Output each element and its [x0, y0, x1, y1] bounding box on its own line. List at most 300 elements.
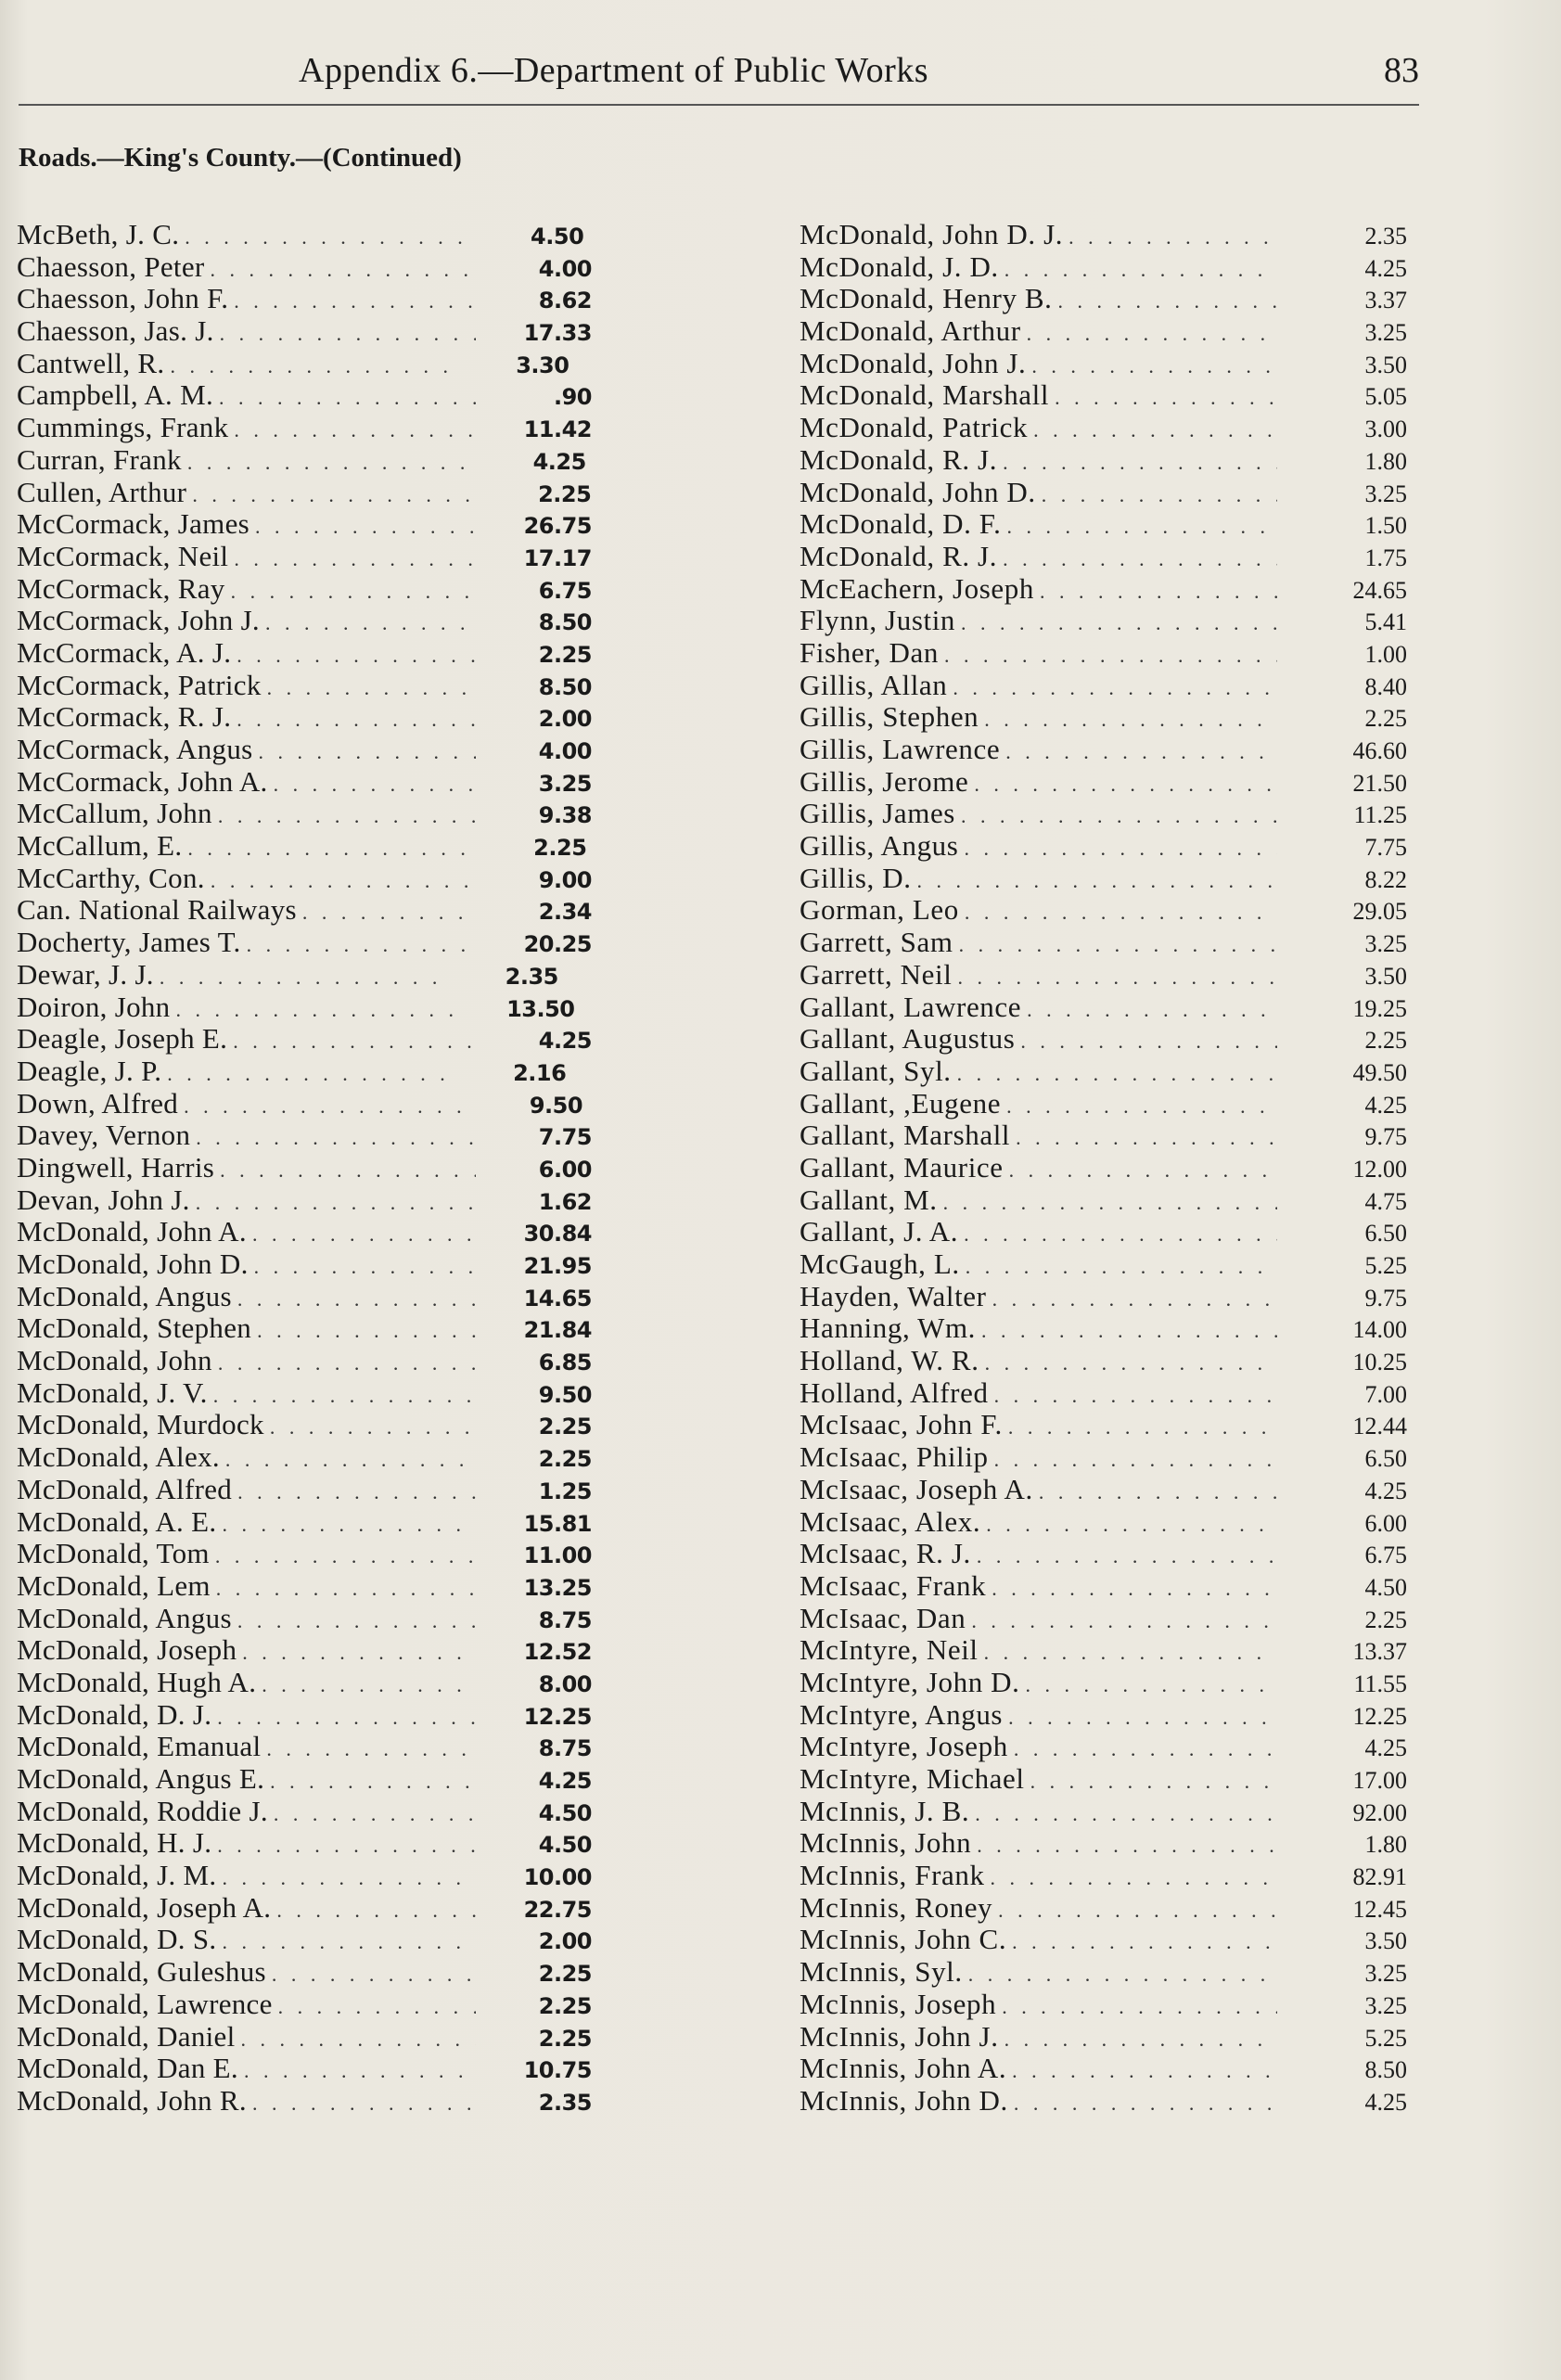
payment-amount: 82.91: [1352, 1863, 1407, 1891]
dot-leader: [231, 576, 476, 608]
ledger-entry: [800, 1860, 1407, 1892]
ledger-entry: [17, 798, 592, 830]
payee-name: McDonald, Daniel: [17, 2019, 236, 2053]
payment-amount: 4.25: [532, 448, 586, 475]
ledger-entry: [17, 1377, 592, 1410]
dot-leader: [1068, 222, 1277, 254]
payee-name: McGaugh, L.: [800, 1248, 960, 1280]
payment-amount: 2.34: [538, 899, 592, 926]
ledger-entry: [17, 992, 592, 1024]
payee-name: McBeth, J. C.: [17, 218, 180, 250]
payment-amount: 14.65: [523, 1285, 592, 1312]
dot-leader: [1004, 254, 1277, 287]
dot-leader: [966, 1251, 1277, 1284]
ledger-entry: [17, 1699, 592, 1732]
ledger-entry: [17, 1634, 592, 1667]
payee-name: Campbell, A. M.: [17, 378, 214, 412]
payment-amount: 1.75: [1364, 544, 1407, 571]
payee-name: McDonald, Joseph: [17, 1633, 237, 1667]
payment-amount: 9.75: [1364, 1284, 1407, 1312]
dot-leader: [959, 929, 1277, 962]
dot-leader: [185, 222, 467, 254]
payee-name: Gallant, Augustus: [800, 1022, 1016, 1056]
dot-leader: [957, 962, 1277, 994]
ledger-entry: [800, 927, 1407, 959]
ledger-entry: [17, 1441, 592, 1474]
payment-amount: 8.62: [538, 288, 592, 314]
dot-leader: [192, 480, 475, 512]
dot-leader: [257, 1315, 476, 1348]
payee-name: Holland, Alfred: [800, 1376, 989, 1409]
dot-leader: [270, 1766, 476, 1798]
dot-leader: [237, 1477, 476, 1509]
dot-leader: [222, 1509, 476, 1542]
payee-name: McInnis, Frank: [800, 1859, 985, 1892]
payee-name: Docherty, James T.: [17, 926, 241, 959]
payee-name: McDonald, Arthur: [800, 314, 1021, 348]
payment-amount: 2.00: [538, 1928, 592, 1955]
dot-leader: [234, 415, 476, 447]
payee-name: Flynn, Justin: [800, 604, 956, 637]
payment-amount: 3.25: [1364, 1960, 1407, 1988]
payment-amount: 14.00: [1352, 1316, 1407, 1344]
payee-name: Gallant, J. A.: [800, 1215, 959, 1248]
payment-amount: 3.25: [1364, 480, 1407, 507]
payee-name: Chaesson, Jas. J.: [17, 314, 214, 348]
ledger-entry: [800, 2085, 1407, 2118]
payment-amount: 9.50: [538, 1381, 592, 1408]
payment-amount: 8.50: [538, 609, 592, 636]
ledger-entry: [800, 315, 1407, 348]
ledger-entry: [800, 573, 1407, 606]
payment-amount: 8.50: [1364, 2056, 1407, 2084]
dot-leader: [1003, 544, 1277, 576]
payment-amount: 13.50: [506, 995, 575, 1022]
payment-amount: 4.25: [1364, 254, 1407, 282]
ledger-entry: [800, 670, 1407, 702]
payment-amount: 8.50: [538, 673, 592, 700]
ledger-entry: [17, 1924, 592, 1956]
ledger-entry: [17, 1796, 592, 1828]
payment-amount: 2.35: [1364, 223, 1407, 250]
dot-leader: [1014, 1734, 1277, 1766]
payee-name: McDonald, R. J.: [800, 539, 998, 572]
ledger-entry: [17, 1570, 592, 1603]
payment-amount: 6.75: [1364, 1542, 1407, 1569]
payee-name: McDonald, D. F.: [800, 507, 1002, 541]
dot-leader: [943, 1187, 1277, 1220]
dot-leader: [1003, 447, 1277, 480]
ledger-entry: [17, 734, 592, 766]
ledger-entry: [800, 1377, 1407, 1410]
payment-amount: 22.75: [523, 1896, 592, 1923]
payment-amount: 4.25: [1364, 1734, 1407, 1762]
ledger-entry: [17, 1023, 592, 1056]
payee-name: McDonald, Hugh A.: [17, 1665, 257, 1698]
ledger-entry: [17, 508, 592, 541]
payee-name: Fisher, Dan: [800, 635, 940, 669]
payment-amount: 2.35: [538, 2089, 592, 2116]
ledger-entry: [17, 1409, 592, 1441]
ledger-entry: [17, 1345, 592, 1377]
payment-amount: 2.35: [505, 963, 558, 990]
dot-leader: [977, 1830, 1277, 1862]
payment-amount: 9.38: [538, 802, 592, 829]
ledger-entry: [800, 1570, 1407, 1603]
dot-leader: [170, 351, 453, 383]
dot-leader: [217, 1830, 476, 1862]
payee-name: Gillis, Allan: [800, 668, 948, 701]
left-column: [17, 219, 592, 2118]
dot-leader: [1004, 2024, 1277, 2056]
payee-name: McInnis, John D.: [800, 2083, 1008, 2117]
dot-leader: [274, 1798, 476, 1831]
payee-name: McDonald, J. V.: [17, 1376, 208, 1409]
payee-name: McDonald, H. J.: [17, 1826, 212, 1860]
payee-name: Curran, Frank: [17, 442, 182, 476]
ledger-entry: [17, 1860, 592, 1892]
payee-name: McDonald, D. S.: [17, 1923, 217, 1956]
payment-amount: 7.00: [1364, 1380, 1407, 1408]
dot-leader: [1016, 1122, 1277, 1155]
payee-name: McDonald, D. J.: [17, 1697, 212, 1731]
payee-name: McIntyre, Michael: [800, 1762, 1025, 1795]
payment-amount: 2.25: [538, 480, 592, 507]
ledger-entry: [800, 637, 1407, 670]
payee-name: McDonald, John J.: [800, 346, 1027, 379]
payee-name: McInnis, John J.: [800, 2019, 999, 2053]
ledger-entry: [800, 1506, 1407, 1539]
payee-name: Gillis, Lawrence: [800, 733, 1001, 765]
dot-leader: [971, 1606, 1277, 1638]
payment-amount: 6.50: [1364, 1445, 1407, 1473]
payment-amount: 10.00: [523, 1864, 592, 1891]
payment-amount: 3.25: [1364, 319, 1407, 347]
payment-amount: 15.81: [523, 1510, 592, 1537]
dot-leader: [1008, 1412, 1277, 1444]
payee-name: McEachern, Joseph: [800, 571, 1034, 605]
ledger-entry: [800, 348, 1407, 380]
payment-amount: 1.00: [1364, 640, 1407, 668]
dot-leader: [196, 1187, 476, 1220]
dot-leader: [270, 1412, 476, 1444]
payee-name: Doiron, John: [17, 990, 171, 1023]
dot-leader: [1027, 318, 1277, 351]
payee-name: McDonald, Lem: [17, 1568, 211, 1602]
payment-amount: 2.25: [538, 1414, 592, 1440]
ledger-entry: [800, 1699, 1407, 1732]
ledger-entry: [800, 1345, 1407, 1377]
ledger-entry: [17, 701, 592, 734]
ledger-entry: [800, 412, 1407, 444]
ledger-entry: [800, 1056, 1407, 1088]
dot-leader: [1058, 286, 1277, 318]
dot-leader: [994, 1444, 1277, 1477]
payment-amount: 3.25: [1364, 1991, 1407, 2019]
dot-leader: [985, 1348, 1277, 1380]
dot-leader: [974, 769, 1277, 801]
payment-amount: 8.40: [1364, 672, 1407, 700]
dot-leader: [242, 1637, 476, 1670]
ledger-entry: [17, 1956, 592, 1989]
payee-name: McIntyre, Neil: [800, 1633, 979, 1667]
payment-amount: 21.95: [523, 1253, 592, 1279]
dot-leader: [944, 640, 1277, 672]
dot-leader: [233, 1026, 476, 1058]
payee-name: Devan, John J.: [17, 1183, 190, 1216]
ledger-entry: [800, 541, 1407, 573]
payee-name: McDonald, Tom: [17, 1537, 210, 1570]
payee-name: Can. National Railways: [17, 893, 297, 927]
dot-leader: [255, 511, 476, 544]
dot-leader: [961, 800, 1277, 833]
payee-name: McIsaac, Frank: [800, 1568, 987, 1602]
payment-amount: 4.25: [538, 1028, 592, 1055]
ledger-entry: [17, 1088, 592, 1120]
ledger-entry: [17, 2053, 592, 2085]
payment-amount: 3.50: [1364, 1927, 1407, 1955]
dot-leader: [262, 1670, 476, 1702]
dot-leader: [176, 994, 459, 1027]
dot-leader: [1012, 2055, 1277, 2088]
payee-name: McCallum, E.: [17, 829, 183, 863]
payee-name: McDonald, Angus: [17, 1601, 232, 1634]
payee-name: McCallum, John: [17, 797, 212, 830]
payee-name: McIsaac, Dan: [800, 1601, 966, 1634]
ledger-entry: [17, 863, 592, 895]
dot-leader: [259, 736, 477, 769]
payment-amount: 3.30: [516, 352, 569, 378]
ledger-entry: [800, 798, 1407, 830]
payee-name: McDonald, Patrick: [800, 411, 1029, 444]
payment-amount: 24.65: [1352, 576, 1407, 604]
payment-amount: 6.85: [538, 1350, 592, 1376]
payee-name: McCormack, Neil: [17, 539, 229, 572]
payee-name: Deagle, J. P.: [17, 1054, 162, 1087]
dot-leader: [1039, 1477, 1277, 1509]
dot-leader: [222, 1926, 476, 1959]
ledger-entry: [17, 1892, 592, 1925]
payment-amount: 9.75: [1364, 1123, 1407, 1151]
payee-name: McInnis, Roney: [800, 1890, 993, 1924]
ledger-entry: [800, 1023, 1407, 1056]
payee-name: Gallant, ,Eugene: [800, 1086, 1002, 1120]
dot-leader: [1026, 1670, 1278, 1702]
dot-leader: [265, 608, 476, 640]
payee-name: Gillis, Stephen: [800, 700, 979, 734]
payment-amount: 13.25: [523, 1574, 592, 1601]
payee-name: Chaesson, Peter: [17, 250, 205, 283]
dot-leader: [1006, 511, 1277, 544]
dot-leader: [266, 1734, 476, 1766]
dot-leader: [237, 640, 476, 672]
payment-amount: 8.75: [538, 1735, 592, 1762]
ledger-entry: [800, 1538, 1407, 1570]
ledger-entry: [17, 766, 592, 799]
payment-amount: 11.25: [1353, 801, 1407, 829]
dot-leader: [278, 1991, 476, 2024]
payee-name: McDonald, Emanual: [17, 1730, 262, 1763]
payment-amount: 49.50: [1352, 1058, 1407, 1086]
ledger-entry: [17, 1312, 592, 1345]
ledger-entry: [800, 2053, 1407, 2085]
dot-leader: [1002, 1991, 1277, 2024]
dot-leader: [986, 1509, 1277, 1542]
payment-amount: 3.50: [1364, 962, 1407, 990]
payment-amount: 17.17: [523, 544, 592, 571]
ledger-entry: [800, 1281, 1407, 1313]
ledger-entry: [17, 315, 592, 348]
dot-leader: [1008, 1702, 1277, 1734]
dot-leader: [1009, 1155, 1277, 1187]
payee-name: McCormack, Patrick: [17, 668, 262, 701]
payee-name: McInnis, J. B.: [800, 1794, 970, 1827]
payee-name: Gillis, Angus: [800, 829, 959, 863]
running-header: [0, 46, 1561, 102]
ledger-entry: [800, 1763, 1407, 1796]
dot-leader: [302, 897, 476, 929]
payee-name: McIntyre, Angus: [800, 1697, 1004, 1731]
payee-name: McInnis, John A.: [800, 2052, 1007, 2085]
payee-name: Dingwell, Harris: [17, 1150, 215, 1184]
ledger-entry: [800, 1088, 1407, 1120]
payment-amount: 11.55: [1353, 1670, 1407, 1697]
payment-amount: 1.80: [1364, 447, 1407, 475]
payee-name: McDonald, Marshall: [800, 378, 1050, 412]
ledger-entry: [17, 927, 592, 959]
ledger-entry: [800, 251, 1407, 284]
payee-name: McCormack, John J.: [17, 604, 260, 637]
ledger-entry: [800, 766, 1407, 799]
payment-amount: 12.25: [1352, 1702, 1407, 1730]
payee-name: Gallant, Lawrence: [800, 990, 1022, 1023]
payee-name: Gallant, Syl.: [800, 1054, 952, 1087]
ledger-entry: [17, 1152, 592, 1184]
dot-leader: [211, 254, 476, 287]
payee-name: Holland, W. R.: [800, 1344, 979, 1377]
payee-name: Gillis, D.: [800, 861, 912, 894]
payee-name: McIsaac, John F.: [800, 1408, 1003, 1441]
ledger-entry: [800, 2021, 1407, 2054]
payment-amount: 1.25: [538, 1478, 592, 1504]
dot-leader: [992, 1573, 1277, 1606]
dot-leader: [981, 1315, 1277, 1348]
ledger-entry: [17, 894, 592, 927]
payment-amount: .90: [553, 384, 592, 411]
payee-name: McDonald, J. M.: [17, 1859, 217, 1892]
ledger-entry: [800, 1184, 1407, 1217]
payment-amount: 30.84: [523, 1221, 592, 1248]
ledger-entry: [17, 1763, 592, 1796]
payment-amount: 12.44: [1352, 1413, 1407, 1440]
payment-amount: 11.00: [523, 1542, 592, 1569]
payee-name: McDonald, Henry B.: [800, 282, 1053, 315]
payment-amount: 4.50: [538, 1799, 592, 1826]
dot-leader: [267, 672, 476, 705]
payment-amount: 10.75: [523, 2057, 592, 2084]
payee-name: McDonald, John D. J.: [800, 218, 1064, 250]
payee-name: McDonald, R. J.: [800, 442, 998, 476]
dot-leader: [1020, 1026, 1277, 1058]
dot-leader: [1006, 1091, 1277, 1123]
payee-name: Down, Alfred: [17, 1086, 179, 1120]
ledger-entry: [17, 1281, 592, 1313]
ledger-entry: [17, 1506, 592, 1539]
dot-leader: [276, 1895, 476, 1927]
payment-amount: 2.25: [538, 1446, 592, 1473]
payee-name: McIsaac, Philip: [800, 1440, 989, 1474]
dot-leader: [975, 1798, 1277, 1831]
payment-amount: 8.22: [1364, 865, 1407, 893]
payee-name: McCormack, John A.: [17, 764, 268, 798]
dot-leader: [234, 544, 476, 576]
payment-amount: 9.50: [529, 1092, 583, 1119]
payment-amount: 26.75: [523, 513, 592, 540]
ledger-entry: [17, 444, 592, 477]
payment-amount: 5.41: [1364, 608, 1407, 636]
dot-leader: [1042, 480, 1277, 512]
payment-amount: 17.00: [1352, 1767, 1407, 1794]
payment-amount: 3.25: [538, 770, 592, 797]
ledger-entry: [17, 830, 592, 863]
ledger-entry: [800, 1441, 1407, 1474]
ledger-entry: [17, 2021, 592, 2054]
ledger-entry: [800, 701, 1407, 734]
payment-amount: 2.25: [533, 835, 587, 862]
ledger-entry: [800, 1667, 1407, 1699]
ledger-entry: [17, 412, 592, 444]
ledger-entry: [800, 1731, 1407, 1763]
payee-name: McDonald, Guleshus: [17, 1955, 266, 1989]
payment-amount: 1.80: [1364, 1831, 1407, 1859]
payment-amount: 92.00: [1352, 1798, 1407, 1826]
payment-amount: 4.25: [1364, 1091, 1407, 1119]
payment-amount: 2.25: [1364, 1027, 1407, 1055]
dot-leader: [218, 800, 476, 833]
payee-name: McDonald, J. D.: [800, 250, 999, 283]
dot-leader: [272, 1959, 476, 1991]
ledger-entry: [17, 573, 592, 606]
dot-leader: [1027, 994, 1277, 1027]
dot-leader: [964, 1219, 1277, 1251]
ledger-entry: [800, 863, 1407, 895]
payee-name: Hanning, Wm.: [800, 1312, 977, 1345]
payment-amount: 3.50: [1364, 351, 1407, 378]
dot-leader: [247, 929, 476, 962]
ledger-entry: [17, 379, 592, 412]
payee-name: McDonald, Alfred: [17, 1472, 233, 1505]
dot-leader: [167, 1058, 450, 1091]
ledger-entry: [17, 1474, 592, 1506]
ledger-entry: [17, 1603, 592, 1635]
payee-name: Gallant, Marshall: [800, 1119, 1011, 1152]
ledger-entry: [800, 1956, 1407, 1989]
payment-amount: 4.50: [538, 1832, 592, 1859]
ledger-entry: [800, 1120, 1407, 1152]
payment-amount: 6.00: [1364, 1509, 1407, 1537]
page-title: Appendix 6.—Department of Public Works: [299, 51, 929, 90]
payment-amount: 3.37: [1364, 287, 1407, 314]
dot-leader: [964, 833, 1277, 865]
payment-amount: 3.00: [1364, 416, 1407, 443]
payee-name: Garrett, Neil: [800, 957, 953, 991]
payee-name: Gallant, Maurice: [800, 1150, 1004, 1184]
payee-name: Hayden, Walter: [800, 1279, 987, 1312]
payment-amount: 9.00: [538, 866, 592, 893]
payment-amount: 7.75: [1364, 834, 1407, 862]
payment-amount: 46.60: [1352, 737, 1407, 764]
payment-amount: 21.50: [1352, 769, 1407, 797]
